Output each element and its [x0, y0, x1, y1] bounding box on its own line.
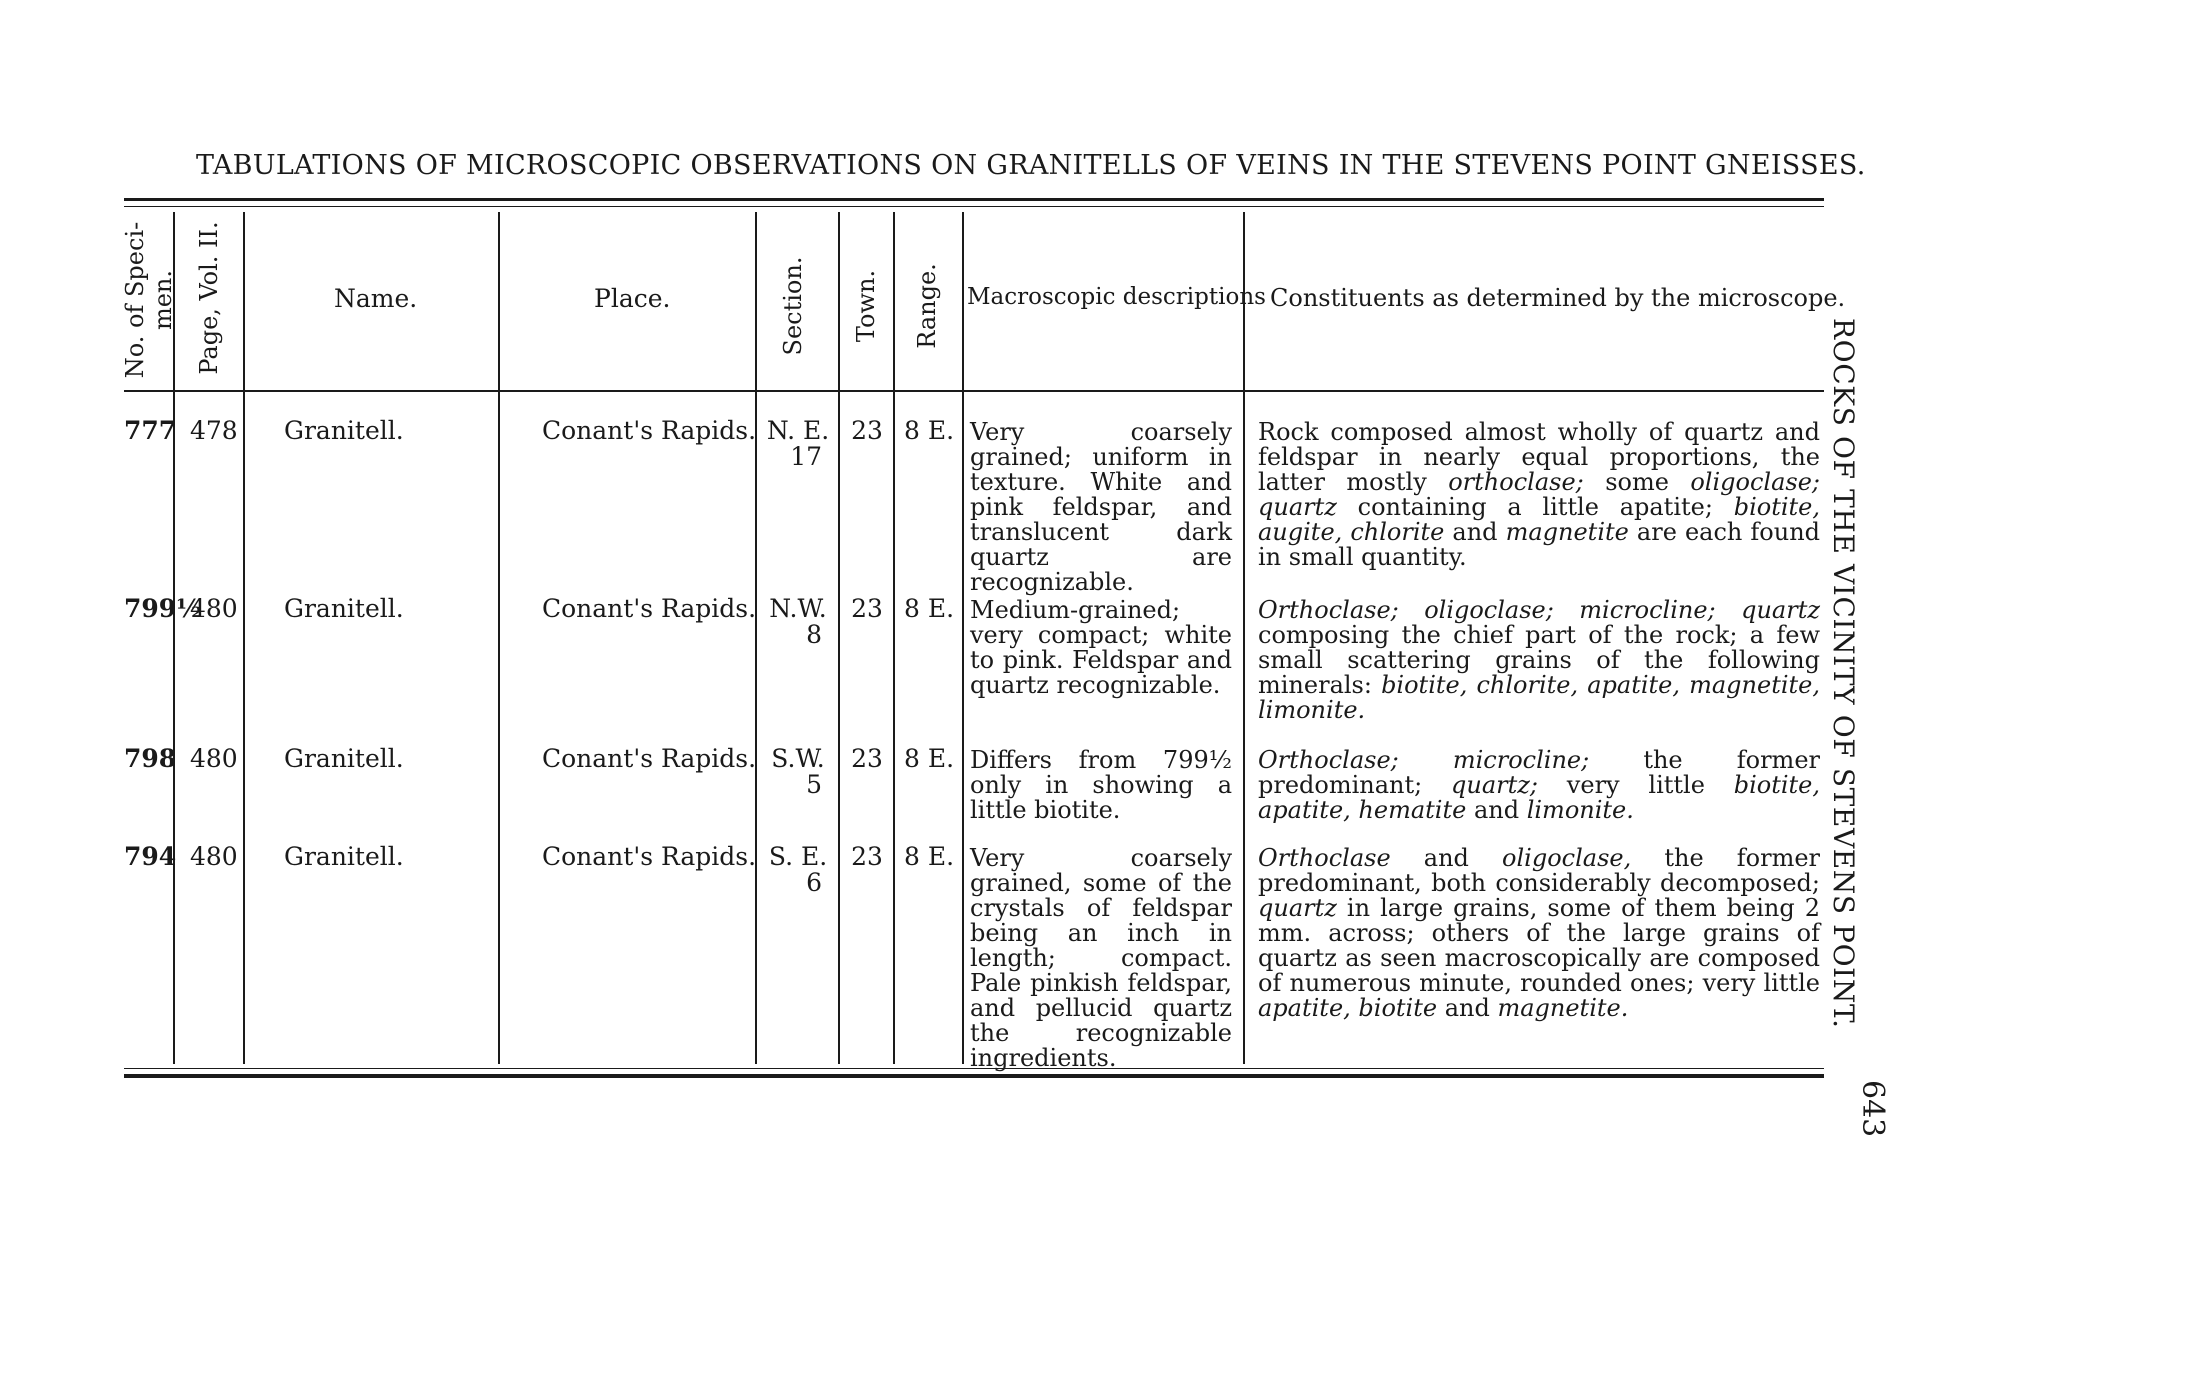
rock-name: Granitell.: [284, 416, 404, 445]
town: 23: [851, 842, 883, 871]
header-range: Range.: [913, 263, 941, 349]
header-place: Place.: [594, 284, 671, 313]
specimen-number: 798: [124, 744, 177, 773]
macroscopic-description: Very coarsely grained, some of the crystals of feldspar being an inch in length; compact. Pale pinkish feldspar, and pellucid quartz the recognizable ingredients.: [970, 844, 1232, 1072]
text-run: are each found in small quantity.: [1258, 518, 1821, 571]
text-run: some: [1583, 468, 1691, 496]
text-run: the former predominant;: [1258, 746, 1820, 799]
rock-name: Granitell.: [284, 594, 404, 623]
macroscopic-description: Very coarsely grained; uniform in texture. White and pink feldspar, and translucent dark quartz are recognizable.: [970, 418, 1232, 596]
text-run: very little: [1538, 771, 1734, 799]
microscopic-constituents: [1258, 598, 1820, 723]
section-number: 6: [806, 868, 822, 897]
town: 23: [851, 416, 883, 445]
header-town: Town.: [852, 269, 880, 343]
page-title: TABULATIONS OF MICROSCOPIC OBSERVATIONS ON GRANITELLS OF VEINS IN THE STEVENS POINT GNEISSES.: [196, 150, 1866, 181]
microscopic-constituents: [1258, 846, 1820, 1021]
mineral-name: quartz: [1258, 894, 1337, 922]
mineral-name: apatite, biotite: [1258, 994, 1438, 1022]
page-number-cell: 478: [190, 416, 238, 445]
text-run: Rock composed almost wholly of quartz and feldspar in nearly equal proportions, the latter mostly: [1258, 418, 1820, 496]
mineral-name: Orthoclase; oligoclase; microcline; quartz: [1258, 596, 1820, 624]
page-number-cell: 480: [190, 744, 238, 773]
specimen-number: 794: [124, 842, 177, 871]
column-rule: [1243, 212, 1245, 1064]
column-rule: [243, 212, 245, 1064]
header-constituents: Constituents as determined by the microscope.: [1270, 284, 1846, 312]
macroscopic-description: Differs from 799½ only in showing a little biotite.: [970, 746, 1232, 824]
mineral-name: biotite, apatite, hematite: [1258, 771, 1820, 824]
town: 23: [851, 744, 883, 773]
running-head: ROCKS OF THE VICINITY OF STEVENS POINT.: [1827, 318, 1860, 1029]
mineral-name: quartz;: [1451, 771, 1539, 799]
town: 23: [851, 594, 883, 623]
header-section: Section.: [779, 256, 807, 356]
header-rule: [124, 390, 1824, 392]
mineral-name: oligoclase,: [1502, 844, 1632, 872]
header-specimen: No. of Speci- men.: [121, 221, 177, 379]
mineral-name: oligoclase; quartz: [1258, 468, 1821, 521]
mineral-name: magnetite.: [1497, 994, 1629, 1022]
page-number-cell: 480: [190, 842, 238, 871]
range: 8 E.: [903, 842, 955, 871]
mineral-name: biotite, augite, chlorite: [1258, 493, 1820, 546]
header-macro: Macroscopic descriptions: [967, 284, 1266, 310]
header-page: Page, Vol. II.: [195, 221, 223, 375]
microscopic-constituents: [1258, 748, 1820, 823]
column-rule: [498, 212, 500, 1064]
section-number: 17: [790, 442, 822, 471]
specimen-number: 777: [124, 416, 177, 445]
page-number-cell: 480: [190, 594, 238, 623]
mineral-name: Orthoclase: [1258, 844, 1391, 872]
top-rule-thin: [124, 206, 1824, 207]
mineral-name: limonite.: [1526, 796, 1634, 824]
text-run: and: [1466, 796, 1527, 824]
column-rule: [893, 212, 895, 1064]
text-run: in large grains, some of them being 2 mm. across; others of the large grains of quartz as seen macroscopically are composed of numerous minute, rounded ones; very little: [1258, 894, 1820, 997]
mineral-name: Orthoclase; microcline;: [1258, 746, 1590, 774]
section-direction: S. E.: [768, 842, 828, 871]
bottom-rule-thick: [124, 1074, 1824, 1078]
place: Conant's Rapids.: [542, 416, 757, 445]
place: Conant's Rapids.: [542, 744, 757, 773]
column-rule: [838, 212, 840, 1064]
microscopic-constituents: [1258, 420, 1820, 570]
mineral-name: orthoclase;: [1448, 468, 1584, 496]
section-number: 5: [806, 770, 822, 799]
text-run: the former predominant, both considerably decomposed;: [1258, 844, 1820, 897]
range: 8 E.: [903, 744, 955, 773]
page-number: 643: [1855, 1080, 1890, 1138]
range: 8 E.: [903, 594, 955, 623]
section-direction: N.W.: [769, 594, 827, 623]
range: 8 E.: [903, 416, 955, 445]
mineral-name: biotite, chlorite, apatite, magnetite, limonite.: [1258, 671, 1820, 724]
rock-name: Granitell.: [284, 842, 404, 871]
column-rule: [962, 212, 964, 1064]
text-run: composing the chief part of the rock; a few small scattering grains of the following minerals:: [1258, 621, 1820, 699]
section-number: 8: [806, 620, 822, 649]
header-name: Name.: [334, 284, 418, 313]
macroscopic-description: Medium-grained; very compact; white to pink. Feldspar and quartz recognizable.: [970, 596, 1232, 699]
text-run: and: [1437, 994, 1498, 1022]
place: Conant's Rapids.: [542, 594, 757, 623]
text-run: and: [1444, 518, 1506, 546]
top-rule-thick: [124, 198, 1824, 201]
section-direction: S.W.: [771, 744, 825, 773]
column-rule: [755, 212, 757, 1064]
text-run: and: [1390, 844, 1503, 872]
text-run: containing a little apatite;: [1336, 493, 1734, 521]
rock-name: Granitell.: [284, 744, 404, 773]
mineral-name: magnetite: [1505, 518, 1629, 546]
place: Conant's Rapids.: [542, 842, 757, 871]
specimen-number-text: 799½: [124, 594, 203, 623]
section-direction: N. E.: [766, 416, 830, 445]
